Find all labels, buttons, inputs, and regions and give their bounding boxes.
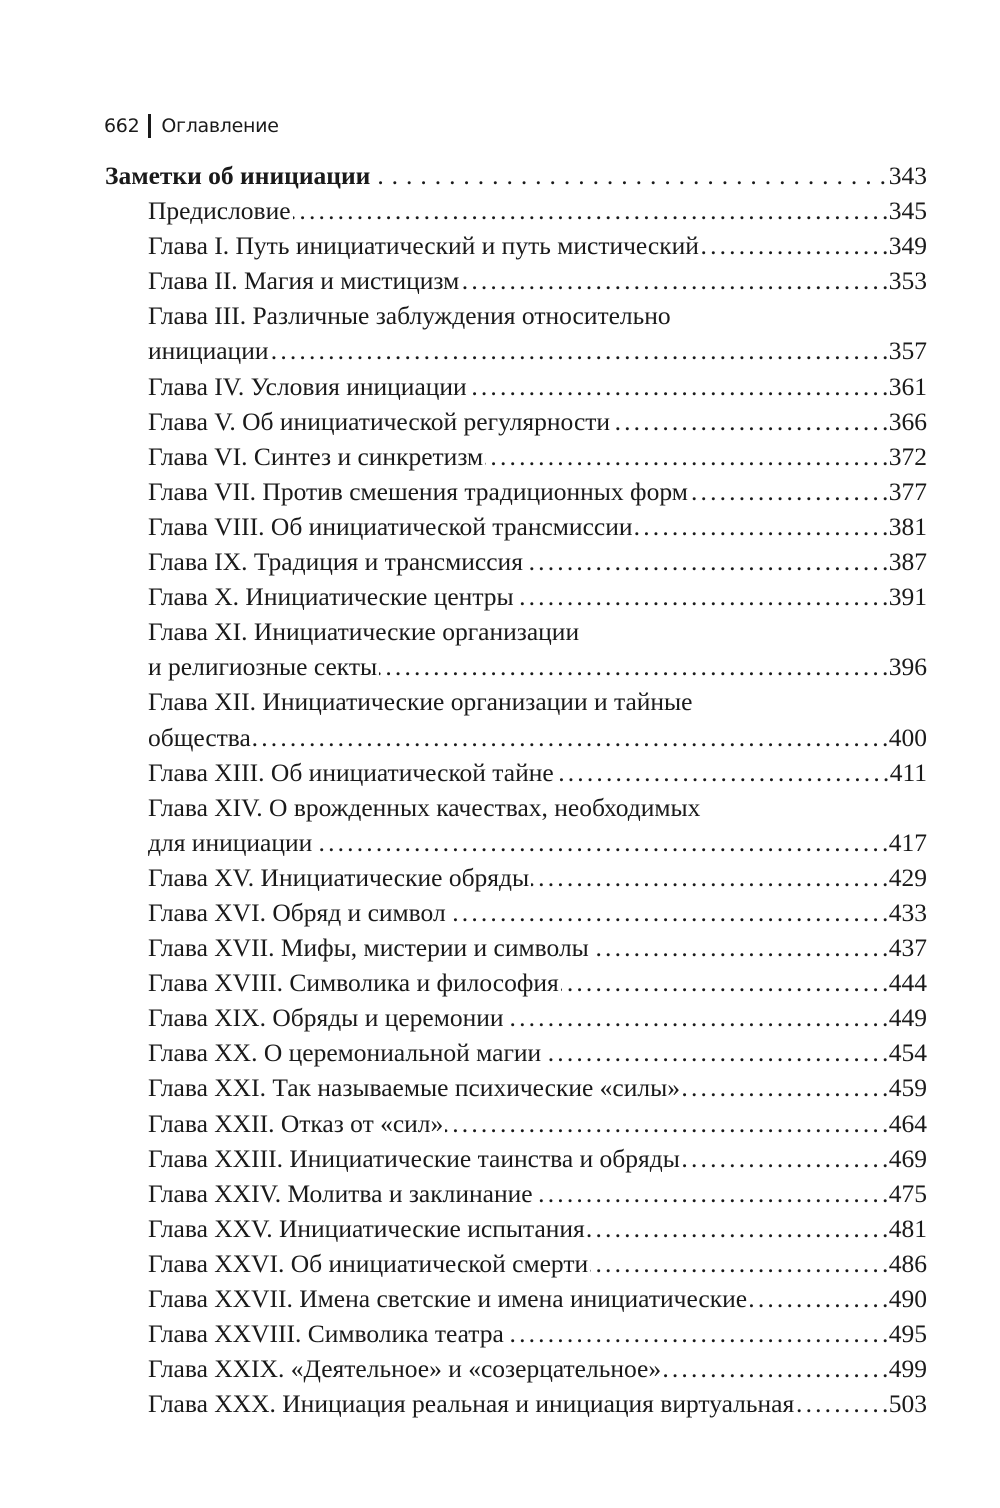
toc-entry-page: 464 (888, 1108, 927, 1138)
toc-entry-page: 345 (888, 196, 927, 226)
toc-entry[interactable] (105, 474, 927, 509)
toc-entry-title: Глава I. Путь инициатический и путь мистический (148, 231, 699, 261)
toc-entry-title: Глава XIII. Об инициатической тайне (148, 757, 554, 787)
dot-leader (531, 860, 887, 895)
toc-entry-title: Заметки об инициации (105, 161, 371, 190)
dot-leader (525, 544, 887, 579)
toc-entry-title: Глава XIV. О врожденных качествах, необходимых (148, 792, 701, 822)
toc-entry-title: Глава VII. Против смешения традиционных форм (148, 476, 688, 506)
toc-entry-title: Глава X. Инициатические центры (148, 582, 514, 612)
dot-leader (591, 930, 887, 965)
dot-leader (590, 1246, 887, 1281)
toc-entry-line (105, 298, 927, 333)
toc-entry-title: для инициации (148, 827, 313, 857)
toc-entry-page: 357 (888, 336, 927, 366)
toc-entry-line (105, 1070, 927, 1105)
dot-leader (701, 228, 887, 263)
toc-entry[interactable] (105, 439, 927, 474)
toc-entry[interactable] (105, 1176, 927, 1211)
toc-entry-line (105, 1316, 927, 1351)
toc-entry-page: 381 (888, 511, 927, 541)
toc-entry-page: 469 (888, 1143, 927, 1173)
toc-entry-title: Глава XXVI. Об инициатической смерти (148, 1248, 589, 1278)
toc-entry-line (105, 720, 927, 755)
toc-entry[interactable] (105, 790, 927, 860)
dot-leader (379, 649, 887, 684)
toc-entry[interactable] (105, 298, 927, 368)
toc-entry-line (105, 1246, 927, 1281)
toc-entry-page: 481 (888, 1213, 927, 1243)
toc-entry[interactable] (105, 895, 927, 930)
dot-leader (663, 1351, 887, 1386)
toc-entry[interactable] (105, 1211, 927, 1246)
toc-entry-title: Предисловие (148, 196, 291, 226)
toc-entry-title: общества (148, 722, 251, 752)
toc-entry-page: 400 (888, 722, 927, 752)
toc-entry-line (105, 965, 927, 1000)
dot-leader (561, 965, 887, 1000)
toc-main-entry[interactable] (105, 158, 927, 193)
toc-entry[interactable] (105, 228, 927, 263)
toc-entry-title: Глава XVIII. Символика и философия (148, 968, 559, 998)
toc-entry-line (105, 333, 927, 368)
dot-leader (682, 1141, 887, 1176)
toc-entry-line (105, 369, 927, 404)
toc-entry-title: Глава XX. О церемониальной магии (148, 1038, 542, 1068)
toc-entry-page: 349 (888, 231, 927, 261)
toc-entry-line (105, 1351, 927, 1386)
toc-entry-title: и религиозные секты (148, 652, 378, 682)
dot-leader (587, 1211, 887, 1246)
toc-entry[interactable] (105, 860, 927, 895)
toc-entry-page: 377 (888, 476, 927, 506)
toc-entry[interactable] (105, 614, 927, 684)
toc-entry-page: 433 (888, 897, 927, 927)
toc-entry[interactable] (105, 1141, 927, 1176)
toc-entry[interactable] (105, 1351, 927, 1386)
toc-entry-page: 396 (888, 652, 927, 682)
toc-entry[interactable] (105, 193, 927, 228)
dot-leader (516, 579, 887, 614)
toc-entry-page: 387 (888, 547, 927, 577)
toc-entry[interactable] (105, 1070, 927, 1105)
dot-leader (314, 825, 886, 860)
toc-entry-title: Глава XVII. Мифы, мистерии и символы (148, 933, 589, 963)
toc-entry-page: 444 (888, 968, 927, 998)
toc-entry-page: 437 (888, 933, 927, 963)
toc-entry-line (105, 1106, 927, 1141)
toc-entry-line (105, 509, 927, 544)
toc-entry-line (105, 1211, 927, 1246)
dot-leader (556, 755, 888, 790)
toc-entry-line (105, 1000, 927, 1035)
toc-entry-title: Глава XXII. Отказ от «сил» (148, 1108, 444, 1138)
toc-entry-page: 475 (888, 1178, 927, 1208)
toc-entry-title: Глава III. Различные заблуждения относительно (148, 301, 671, 331)
toc-entry-line (105, 228, 927, 263)
toc-entry-page: 486 (888, 1248, 927, 1278)
dot-leader (682, 1070, 887, 1105)
dot-leader (469, 369, 887, 404)
toc-entry-page: 449 (888, 1003, 927, 1033)
toc-entry[interactable] (105, 965, 927, 1000)
dot-leader (535, 1176, 887, 1211)
dot-leader (461, 263, 886, 298)
toc-entry-page: 353 (888, 266, 927, 296)
toc-entry-line (105, 930, 927, 965)
toc-entry-title: Глава IX. Традиция и трансмиссия (148, 547, 523, 577)
toc-entry-page: 495 (888, 1319, 927, 1349)
dot-leader (543, 1035, 887, 1070)
toc-entry[interactable] (105, 1386, 927, 1421)
dot-leader (485, 439, 887, 474)
toc-entry-line (105, 404, 927, 439)
toc-entry[interactable] (105, 369, 927, 404)
dot-leader (271, 333, 887, 368)
toc-entry-title: Глава IV. Условия инициации (148, 371, 467, 401)
toc-entry[interactable] (105, 1035, 927, 1070)
toc-entry-page: 459 (888, 1073, 927, 1103)
toc-entry-title: Глава XIX. Обряды и церемонии (148, 1003, 504, 1033)
toc-entry-line (105, 1141, 927, 1176)
dot-leader (506, 1316, 887, 1351)
dot-leader (612, 404, 887, 439)
toc-entry-page: 454 (888, 1038, 927, 1068)
toc-entry-line (105, 790, 927, 825)
toc-entry[interactable] (105, 544, 927, 579)
toc-entry-title: Глава XXIX. «Деятельное» и «созерцательное» (148, 1354, 662, 1384)
toc-entry[interactable] (105, 509, 927, 544)
toc-entry-page: 411 (889, 757, 927, 787)
toc-entry[interactable] (105, 404, 927, 439)
toc-entry-title: Глава XII. Инициатические организации и тайные (148, 687, 693, 717)
toc-entry-line (105, 544, 927, 579)
toc-entry-line (105, 649, 927, 684)
dot-leader (293, 193, 887, 228)
toc-entry-page: 361 (888, 371, 927, 401)
toc-entry-title: Глава V. Об инициатической регулярности (148, 406, 611, 436)
toc-entry-title: Глава XXIV. Молитва и заклинание (148, 1178, 533, 1208)
toc-entry-line (105, 439, 927, 474)
toc-entry-title: Глава XXVII. Имена светские и имена инициатические (148, 1284, 748, 1313)
toc-entry-page: 417 (888, 827, 927, 857)
dot-leader (635, 509, 887, 544)
page-number: 662 (104, 115, 140, 137)
toc-entry-title: Глава VIII. Об инициатической трансмиссии (148, 511, 633, 541)
toc-entry-title: Глава XXVIII. Символика театра (148, 1319, 504, 1349)
header-divider (148, 114, 151, 138)
dot-leader (749, 1281, 887, 1316)
toc-entry[interactable] (105, 263, 927, 298)
toc-entry-title: Глава XXX. Инициация реальная и инициация виртуальная (148, 1389, 795, 1419)
toc-entry-line (105, 474, 927, 509)
table-of-contents (105, 158, 927, 1421)
toc-entry[interactable] (105, 1000, 927, 1035)
toc-entry-line (105, 1386, 927, 1421)
section-title: Оглавление (161, 115, 279, 137)
toc-entry-line (105, 1281, 927, 1316)
toc-entry-title: инициации (148, 336, 269, 366)
toc-entry[interactable] (105, 755, 927, 790)
toc-entry[interactable] (105, 684, 927, 754)
toc-entry-page: 391 (888, 582, 927, 612)
toc-entry-page: 499 (888, 1354, 927, 1384)
toc-entry-title: Глава XVI. Обряд и символ (148, 897, 446, 927)
toc-entry-line (105, 825, 927, 860)
toc-entry-page: 343 (888, 161, 927, 190)
toc-entry[interactable] (105, 1316, 927, 1351)
toc-entry-line (105, 614, 927, 649)
toc-entry-line (105, 1035, 927, 1070)
toc-entry-line (105, 684, 927, 719)
toc-entry-line (105, 755, 927, 790)
dot-leader (690, 474, 887, 509)
toc-entry-title: Глава XXIII. Инициатические таинства и обряды (148, 1143, 680, 1173)
toc-entry-page: 366 (888, 406, 927, 436)
dot-leader (796, 1386, 887, 1421)
dot-leader (448, 895, 887, 930)
toc-entry-line (105, 579, 927, 614)
dot-leader (445, 1106, 886, 1141)
toc-entry-title: Глава II. Магия и мистицизм (148, 266, 460, 296)
toc-entry-title: Глава XI. Инициатические организации (148, 617, 580, 647)
toc-entry-title: Глава VI. Синтез и синкретизм (148, 441, 484, 471)
toc-entry-title: Глава XV. Инициатические обряды (148, 862, 530, 892)
toc-entry-page: 503 (888, 1389, 927, 1419)
toc-entry-title: Глава XXI. Так называемые психические «силы» (148, 1073, 680, 1103)
toc-entry-line (105, 193, 927, 228)
dot-leader (506, 1000, 887, 1035)
toc-entry-line (105, 263, 927, 298)
toc-entry[interactable] (105, 1106, 927, 1141)
toc-entry-page: 429 (888, 862, 927, 892)
toc-entry-title: Глава XXV. Инициатические испытания (148, 1213, 585, 1243)
dot-leader (372, 158, 886, 193)
toc-entry[interactable] (105, 930, 927, 965)
toc-entry[interactable] (105, 1281, 927, 1316)
toc-entry-line (105, 895, 927, 930)
toc-entry-line (105, 1176, 927, 1211)
toc-entry-page: 490 (888, 1284, 927, 1313)
toc-entry[interactable] (105, 579, 927, 614)
toc-entry-page: 372 (888, 441, 927, 471)
toc-entry-line (105, 860, 927, 895)
running-header (104, 114, 279, 138)
dot-leader (253, 720, 887, 755)
toc-entry[interactable] (105, 1246, 927, 1281)
